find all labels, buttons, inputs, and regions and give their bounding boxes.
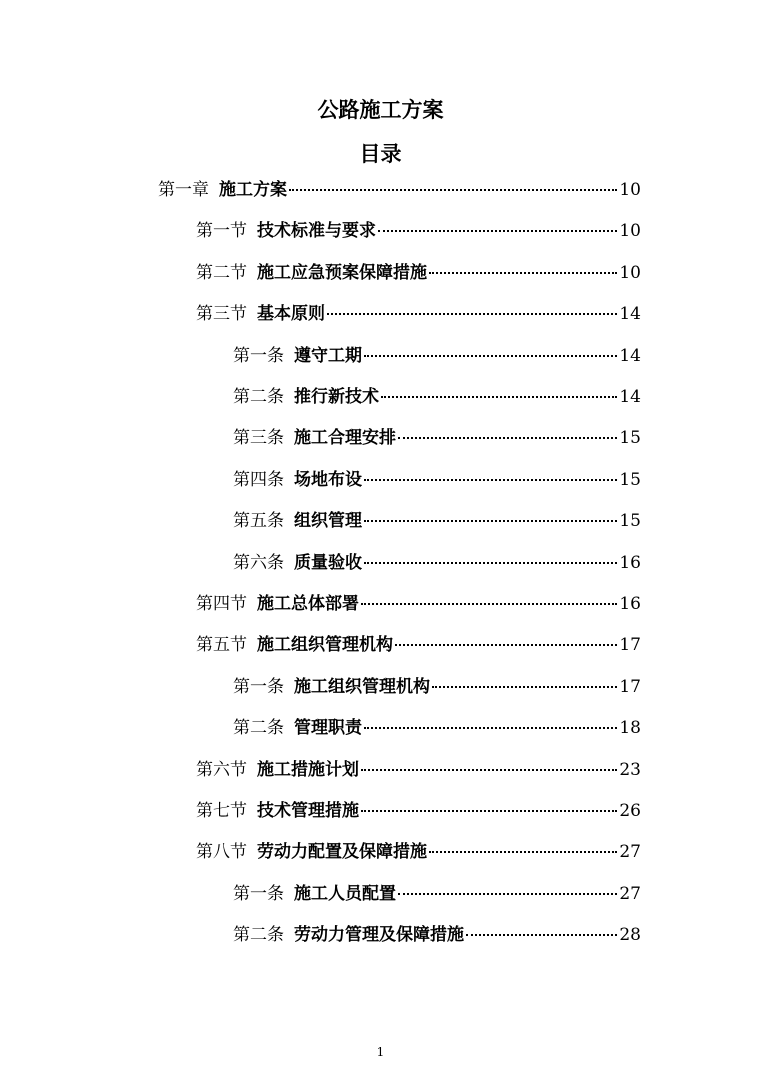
toc-entry[interactable] [233,922,641,948]
toc-entry[interactable] [233,343,641,369]
toc-entry-page: 16 [619,594,641,614]
toc-entry[interactable] [196,591,641,617]
toc-entry-title: 劳动力配置及保障措施 [257,842,427,862]
toc-entry-page: 26 [619,801,641,821]
toc-entry-title: 施工方案 [219,180,287,200]
toc-entry-number: 第四节 [196,594,247,614]
toc-entry-title: 施工人员配置 [294,884,396,904]
toc-entry-title: 推行新技术 [294,387,379,407]
toc-entry-title: 基本原则 [257,304,325,324]
toc-entry-title: 劳动力管理及保障措施 [294,925,464,945]
toc-entry[interactable] [233,550,641,576]
toc-entry-page: 23 [619,760,641,780]
toc-dot-leader [361,810,617,812]
toc-dot-leader [395,644,617,646]
toc-entry-number: 第三条 [233,428,284,448]
toc-entry-number: 第二条 [233,718,284,738]
toc-entry[interactable] [196,757,641,783]
toc-entry-title: 技术管理措施 [257,801,359,821]
toc-entry-page: 17 [619,635,641,655]
page-number: 1 [376,1045,385,1059]
toc-entry-page: 16 [619,553,641,573]
toc-entry[interactable] [158,177,641,203]
toc-dot-leader [364,520,617,522]
toc-dot-leader [378,230,617,232]
toc-entry-number: 第二条 [233,925,284,945]
toc-dot-leader [361,603,617,605]
toc-entry[interactable] [233,674,641,700]
toc-entry-page: 27 [619,842,641,862]
toc-entry-number: 第三节 [196,304,247,324]
toc-entry-page: 10 [619,263,641,283]
toc-entry-page: 10 [619,221,641,241]
toc-entry-title: 技术标准与要求 [257,221,376,241]
toc-dot-leader [364,727,617,729]
toc-entry[interactable] [196,260,641,286]
toc-entry[interactable] [233,715,641,741]
toc-entry[interactable] [196,218,641,244]
toc-entry-title: 组织管理 [294,511,362,531]
toc-entry-number: 第八节 [196,842,247,862]
toc-entry-title: 质量验收 [294,553,362,573]
toc-entry[interactable] [196,839,641,865]
toc-entry-title: 施工总体部署 [257,594,359,614]
toc-entry-number: 第一条 [233,346,284,366]
toc-dot-leader [429,272,617,274]
toc-entry-number: 第五条 [233,511,284,531]
toc-dot-leader [381,396,617,398]
toc-entry[interactable] [196,301,641,327]
toc-entry-number: 第二节 [196,263,247,283]
toc-entry-title: 施工措施计划 [257,760,359,780]
toc-entry-number: 第六节 [196,760,247,780]
toc-entry-page: 14 [619,346,641,366]
toc-entry-number: 第二条 [233,387,284,407]
toc-entry[interactable] [233,881,641,907]
toc-entry[interactable] [196,632,641,658]
toc-entry-title: 施工组织管理机构 [294,677,430,697]
toc-heading: 目录 [359,141,402,166]
toc-entry-page: 15 [619,511,641,531]
toc-dot-leader [432,686,617,688]
toc-entry-page: 14 [619,304,641,324]
toc-entry-title: 遵守工期 [294,346,362,366]
toc-entry[interactable] [233,508,641,534]
toc-entry-page: 10 [619,180,641,200]
toc-entry-page: 14 [619,387,641,407]
toc-dot-leader [327,313,617,315]
toc-entry-page: 18 [619,718,641,738]
toc-entry-page: 17 [619,677,641,697]
toc-dot-leader [398,893,617,895]
toc-entry-number: 第一条 [233,677,284,697]
toc-entry-number: 第五节 [196,635,247,655]
toc-entry-page: 27 [619,884,641,904]
toc-dot-leader [429,851,617,853]
toc-entry-number: 第一条 [233,884,284,904]
toc-entry-number: 第四条 [233,470,284,490]
toc-dot-leader [466,934,617,936]
toc-entry-title: 场地布设 [294,470,362,490]
document-title: 公路施工方案 [317,97,444,122]
toc-entry-number: 第一节 [196,221,247,241]
toc-dot-leader [398,437,617,439]
toc-dot-leader [361,769,617,771]
toc-entry-title: 施工应急预案保障措施 [257,263,427,283]
toc-entry[interactable] [233,425,641,451]
toc-entry[interactable] [233,467,641,493]
toc-entry-number: 第六条 [233,553,284,573]
toc-entry-page: 15 [619,470,641,490]
toc-dot-leader [364,355,617,357]
toc-entry-title: 施工组织管理机构 [257,635,393,655]
toc-dot-leader [289,189,617,191]
toc-entry[interactable] [233,384,641,410]
toc-dot-leader [364,479,617,481]
toc-entry-page: 28 [619,925,641,945]
toc-entry-title: 施工合理安排 [294,428,396,448]
toc-entry-number: 第一章 [158,180,209,200]
toc-entry-title: 管理职责 [294,718,362,738]
toc-entry-page: 15 [619,428,641,448]
toc-dot-leader [364,562,617,564]
toc-entry-number: 第七节 [196,801,247,821]
toc-entry[interactable] [196,798,641,824]
